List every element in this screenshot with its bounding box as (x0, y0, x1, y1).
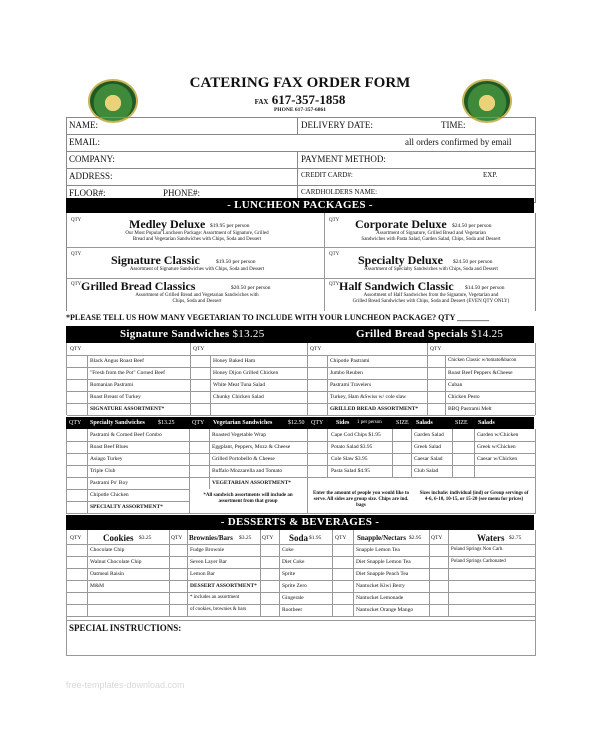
sandwich-grid (66, 343, 536, 415)
package-desc: Assortment of Half Sandwiches from the Signature, Vegetarian and (363, 293, 499, 298)
menu-item: Snapple Lemon Tea (356, 547, 400, 553)
exp-field[interactable]: EXP. (483, 171, 498, 179)
menu-item: Club Salad (414, 468, 439, 474)
brownies-title: Brownies/Bars (189, 534, 233, 542)
package-price: $20.50 per person (231, 285, 271, 291)
special-instructions-label: SPECIAL INSTRUCTIONS: (69, 623, 182, 633)
grilled-title-text: Grilled Bread Specials (356, 328, 469, 340)
special-instructions-box[interactable] (66, 620, 536, 656)
luncheon-packages-grid (66, 213, 536, 311)
menu-item: Cape Cod Chips $1.95 (331, 432, 381, 438)
qty-label: QTY (69, 420, 82, 426)
form-row-name (67, 117, 535, 134)
menu-item: BBQ Pastrami Melt (448, 406, 492, 412)
menu-item: Chipotle Chicken (90, 492, 129, 498)
menu-item: Oatmeal Raisin (90, 571, 125, 577)
specialty-grid (66, 429, 536, 514)
qty-label: QTY (70, 535, 82, 541)
menu-item: GRILLED BREAD ASSORTMENT* (330, 406, 419, 412)
package-name-signature-classic: Signature Classic (111, 253, 200, 267)
qty-label: QTY (192, 420, 205, 426)
form-title: CATERING FAX ORDER FORM (189, 75, 411, 91)
menu-item: M&M (90, 583, 105, 589)
menu-item: Seven Layer Bar (190, 559, 227, 565)
form-row-address (67, 168, 535, 185)
menu-item: Turkey, Ham &Swiss w/ cole slaw (330, 394, 407, 400)
sides-note: 1 per person (357, 418, 382, 428)
payment-method-field[interactable]: PAYMENT METHOD: (301, 154, 386, 164)
signature-price: $13.25 (232, 328, 265, 340)
vegetarian-title: Vegetarian Sandwiches (213, 420, 273, 426)
luncheon-packages-header: - LUNCHEON PACKAGES - (66, 198, 534, 213)
address-field[interactable]: ADDRESS: (69, 171, 113, 181)
menu-item: SIGNATURE ASSORTMENT* (90, 406, 165, 412)
menu-item: Greek w/Chicken (477, 444, 516, 450)
menu-item: Nantucket Kiwi Berry (356, 583, 405, 589)
size-label: SIZE (455, 420, 468, 426)
snapple-title: Snapple/Nectars (357, 534, 406, 542)
menu-item: Chunky Chicken Salad (213, 394, 264, 400)
qty-label: QTY (310, 346, 322, 352)
menu-item: Chicken Pesto (448, 394, 480, 400)
floor-field[interactable]: FLOOR#: (69, 188, 106, 198)
order-info-form (66, 117, 536, 203)
menu-item: Eggplant, Peppers, Mozz & Cheese (212, 444, 291, 450)
menu-item: Walnut Chocolate Chip (90, 559, 142, 565)
fax-line (0, 92, 600, 108)
signature-sandwiches-title (120, 328, 265, 340)
package-name-half-sandwich-classic: Half Sandwich Classic (339, 279, 454, 293)
menu-item: "Fresh from the Pot" Corned Beef (90, 370, 165, 376)
menu-item: Diet Snapple Peach Tea (356, 571, 409, 577)
menu-item: Pasta Salad $4.95 (331, 468, 370, 474)
package-name-grilled-bread-classics: Grilled Bread Classics (81, 279, 196, 293)
menu-item: Roast Beef Blues (90, 444, 129, 450)
qty-label: QTY (329, 252, 340, 257)
menu-item: Jumbo Reuben (330, 370, 363, 376)
signature-title-text: Signature Sandwiches (120, 328, 230, 340)
menu-item: Roasted Vegetable Wrap (212, 432, 266, 438)
credit-card-field[interactable]: CREDIT CARD#: (301, 171, 353, 179)
fax-number: 617-357-1858 (271, 92, 346, 107)
phone-line: PHONE 617-357-6861 (273, 107, 327, 113)
menu-item: Poland Springs Carbonated (451, 559, 506, 564)
company-field[interactable]: COMPANY: (69, 154, 115, 164)
menu-item: Lemon Bar (190, 571, 215, 577)
soda-title: Soda (289, 533, 309, 543)
menu-item: Fudge Brownie (190, 547, 225, 553)
sandwich-sections-header (66, 326, 534, 343)
menu-item: Poland Springs Non Carb. (451, 547, 504, 552)
menu-item: Asiago Turkey (90, 456, 123, 462)
time-field[interactable]: TIME: (441, 120, 466, 130)
snapple-price: $2.95 (409, 535, 422, 541)
qty-label: QTY (329, 218, 340, 223)
package-desc: Chips, Soda and Dessert (172, 299, 222, 304)
watermark: free-templates-download.com (66, 680, 185, 690)
menu-item: Grilled Portobello & Cheese (212, 456, 275, 462)
menu-item: White Meat Tuna Salad (213, 382, 266, 388)
menu-item: Pastrami Travelers (330, 382, 372, 388)
size-label: SIZE (396, 420, 409, 426)
package-price: $14.50 per person (465, 285, 505, 291)
menu-item: Honey Dijon Grilled Chicken (213, 370, 279, 376)
cookies-title: Cookies (103, 533, 134, 543)
menu-item: Caesar w/Chicken (477, 456, 518, 462)
assortment-note: *All sandwich assortments will include an assortment from that group (203, 493, 293, 504)
package-price: $24.50 per person (453, 259, 493, 265)
menu-item: Garden w/Chicken (477, 432, 519, 438)
menu-item: Pastrami Po' Boy (90, 480, 128, 486)
qty-label: QTY (431, 535, 443, 541)
qty-label: QTY (171, 535, 183, 541)
waters-title: Waters (477, 533, 505, 543)
menu-item: Nantucket Orange Mango (356, 607, 414, 613)
qty-label: QTY (71, 282, 82, 287)
menu-item: Sprite Zero (282, 583, 307, 589)
form-row-company (67, 151, 535, 168)
qty-label: QTY (262, 535, 274, 541)
qty-label: QTY (430, 346, 442, 352)
menu-item: Diet Coke (282, 559, 305, 565)
menu-item: Black Angus Roast Beef (90, 358, 144, 364)
package-desc: Our Most Popular Luncheon Package: Assortment of Signature, Grilled (125, 231, 269, 236)
menu-item: Chocolate Chip (90, 547, 125, 553)
menu-item: Cuban (448, 382, 463, 388)
desserts-grid (66, 530, 536, 620)
package-price: $19.95 per person (210, 223, 250, 229)
fax-label: FAX (254, 98, 269, 106)
menu-item: Roast Beef Peppers &Cheese (448, 370, 513, 376)
menu-item: Chicken Classic w/tomato&bacon (448, 358, 517, 363)
package-price: $19.50 per person (216, 259, 256, 265)
menu-item: Greek Salad (414, 444, 442, 450)
menu-item: Gingerale (282, 595, 304, 601)
package-desc: Bread and Vegetarian Sandwiches with Chips, Soda and Dessert (132, 237, 262, 242)
vegetarian-qty-prompt[interactable]: *PLEASE TELL US HOW MANY VEGETARIAN TO INCLUDE WITH YOUR LUNCHEON PACKAGE? QTY ________ (66, 313, 490, 322)
waters-price: $2.75 (509, 535, 522, 541)
menu-item: Potato Salad $3.95 (331, 444, 373, 450)
confirm-note: all orders confirmed by email (405, 137, 512, 147)
specialty-price: $13.25 (158, 420, 175, 426)
qty-label: QTY (335, 535, 347, 541)
qty-label: QTY (71, 252, 82, 257)
qty-label: QTY (329, 282, 340, 287)
menu-item: Rootbeer (282, 607, 303, 613)
menu-item: Pastrami & Corned Beef Combo (90, 432, 162, 438)
package-price: $24.50 per person (452, 223, 492, 229)
menu-item: of cookies, brownies & bars (190, 607, 247, 612)
menu-item: Diet Snapple Lemon Tea (356, 559, 411, 565)
menu-item: Chipotle Pastrami (330, 358, 370, 364)
menu-item: Buffalo Mozzarella and Tomato (212, 468, 283, 474)
delivery-date-field[interactable]: DELIVERY DATE: (301, 120, 373, 130)
package-desc: Assortment of Grilled Bread and Vegetarian Sandwiches with (135, 293, 259, 298)
specialty-title: Specialty Sandwiches (90, 420, 145, 426)
package-desc: Assortment of Signature Sandwiches with Chips, Soda and Dessert (129, 267, 265, 272)
package-name-medley-deluxe: Medley Deluxe (129, 217, 206, 231)
grilled-price: $14.25 (471, 328, 504, 340)
package-desc: Grilled Bread Sandwiches with Chips, Soda and Dessert (EVEN QTY ONLY) (352, 299, 510, 304)
menu-item: Romanian Pastrami (90, 382, 134, 388)
email-field[interactable]: EMAIL: (69, 137, 100, 147)
cookies-price: $3.25 (139, 535, 152, 541)
soda-price: $1.95 (309, 535, 322, 541)
vegetarian-price: $12.50 (288, 420, 305, 426)
grilled-bread-specials-title (356, 328, 503, 340)
menu-item: DESSERT ASSORTMENT* (190, 583, 257, 589)
menu-item: Roast Breast of Turkey (90, 394, 141, 400)
menu-item: Garden Salad (414, 432, 444, 438)
menu-item: Nantucket Lemonade (356, 595, 404, 601)
qty-label: QTY (70, 346, 82, 352)
menu-item: SPECIALTY ASSORTMENT* (90, 504, 163, 510)
package-desc: Assortment of Specialty Sandwiches with Chips, Soda and Dessert (364, 267, 498, 272)
menu-item: VEGETARIAN ASSORTMENT* (212, 480, 292, 486)
phone-field[interactable]: PHONE#: (163, 188, 201, 198)
package-name-corporate-deluxe: Corporate Deluxe (355, 217, 447, 231)
package-desc: Assortment of Signature, Grilled Bread and Vegetarian (376, 231, 486, 236)
salads-title: Salads (416, 420, 433, 426)
menu-item: Sprite (282, 571, 296, 577)
package-name-specialty-deluxe: Specialty Deluxe (358, 253, 443, 267)
qty-label: QTY (311, 420, 324, 426)
menu-item: Cole Slaw $3.95 (331, 456, 368, 462)
form-row-email (67, 134, 535, 151)
brownies-price: $3.25 (239, 535, 252, 541)
menu-item: Triple Club (90, 468, 116, 474)
menu-item: Honey Baked Ham (213, 358, 256, 364)
salads-title: Salads (478, 420, 495, 426)
menu-item: Caesar Salad (414, 456, 443, 462)
sides-note: Enter the amount of people you would like to serve. All sides are group size. Chips are ind. bags (312, 491, 410, 508)
sizes-note: Sizes include: individual (ind) or Group servings of 4-6, 6-10, 10-15, or 15-20 (see menu for prices) (419, 491, 529, 502)
menu-item: * includes an assortment (190, 595, 240, 600)
sides-title: Sides (336, 420, 350, 426)
menu-item: Coke (282, 547, 294, 553)
package-desc: Sandwiches with Pasta Salad, Garden Salad, Chips, Soda and Dessert (361, 237, 501, 242)
qty-label: QTY (193, 346, 205, 352)
desserts-beverages-header: - DESSERTS & BEVERAGES - (66, 515, 534, 530)
qty-label: QTY (71, 218, 82, 223)
specialty-header-bar (66, 417, 534, 429)
name-field[interactable]: NAME: (69, 120, 98, 130)
cardholder-name-field[interactable]: CARDHOLDERS NAME: (301, 188, 378, 196)
